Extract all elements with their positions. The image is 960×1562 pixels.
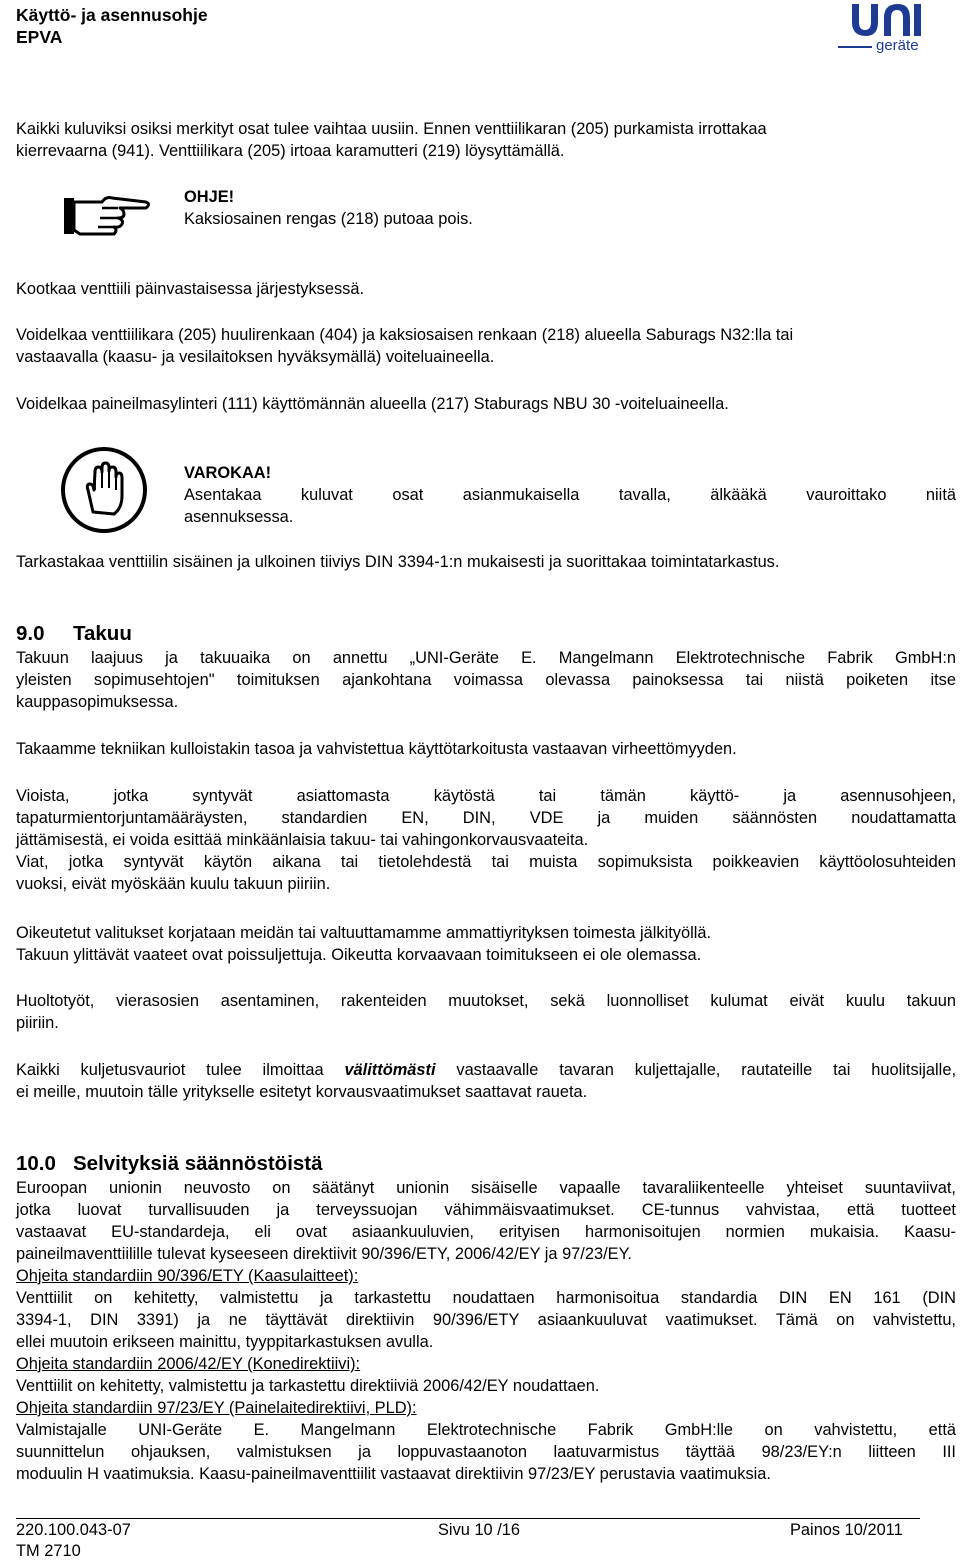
text-line: paineilmaventtiilille tulevat kyseeseen direktiivit 90/396/ETY, 2006/42/EY ja 97/23/EY. [16,1245,632,1263]
text-line: Voidelkaa venttiilikara (205) huulirenkaan (404) ja kaksiosaisen renkaan (218) alueella Saburags N32:lla tai [16,326,794,344]
document-title-line2: EPVA [16,27,63,47]
regulations-body [16,1177,956,1485]
machinery-directive-heading: Ohjeita standardiin 2006/42/EY (Konedirektiivi): [16,1355,361,1373]
footer-edition: Painos 10/2011 [790,1521,903,1539]
text-line: piiriin. [16,1014,59,1032]
footer-tm: TM 2710 [16,1542,81,1560]
text-fragment: vastaavalle tavaran kuljettajalle, rautateille tai huolitsijalle, [435,1061,956,1079]
warranty-scope-paragraph [16,647,956,713]
section-number: 9.0 [16,622,45,645]
text-line: moduulin H vaatimuksia. Kaasu-paineilmaventtiilit vastaavat direktiivin 97/23/EY perustavia vaatimuksia. [16,1465,771,1483]
uni-geraete-logo [838,4,928,68]
text-line: Viat, jotka syntyvät käytön aikana tai tietolehdestä tai muista sopimuksista poikkeavien käyttöolosuhteiden [16,853,956,871]
warranty-claims-paragraph [16,922,956,966]
text-line: Oikeutetut valitukset korjataan meidän tai valtuuttamamme ammattiyrityksen toimesta jälkityöllä. [16,924,712,942]
text-line: Valmistajalle UNI-Geräte E. Mangelmann Elektrotechnische Fabrik GmbH:lle on vahvistettu, että [16,1421,956,1439]
stop-hand-icon [60,446,148,534]
section-number: 10.0 [16,1152,56,1175]
paragraph-reassembly: Kootkaa venttiili päinvastaisessa järjestyksessä. [16,280,365,298]
paragraph-wear-parts [16,118,956,162]
text-line: Kaikki kuluviksi osiksi merkityt osat tulee vaihtaa uusiin. Ennen venttiilikaran (205) purkamista irrottakaa [16,120,767,138]
warning-title: VAROKAA! [184,464,272,482]
text-line: vastaavat EU-standardeja, eli ovat asiaankuuluvien, erityisen harmonisoitujen normien mukaisia. Kaasu- [16,1223,956,1241]
text-line: Venttiilit on kehitetty, valmistettu ja tarkastettu noudattaen harmonisoitua standardia DIN EN 161 (DIN [16,1289,956,1307]
text-line: kauppasopimuksessa. [16,693,179,711]
warranty-guarantee-paragraph: Takaamme tekniikan kulloistakin tasoa ja vahvistettua käyttötarkoitusta vastaavan virheettömyyden. [16,740,737,758]
paragraph-lubricate-stem [16,324,956,368]
footer-page-number: Sivu 10 /16 [438,1521,521,1539]
footer-left [16,1520,131,1562]
pointing-hand-icon [62,190,152,242]
paragraph-tightness-check: Tarkastakaa venttiilin sisäinen ja ulkoinen tiiviys DIN 3394-1:n mukaisesti ja suorittakaa toimintatarkastus. [16,553,780,571]
text-line: suunnittelun ohjauksen, valmistuksen ja loppuvastaanoton laatuvarmistus täyttää 98/23/EY:n liitteen III [16,1443,956,1461]
warning-text-line: asennuksessa. [184,508,294,526]
gas-appliances-heading: Ohjeita standardiin 90/396/ETY (Kaasulaitteet): [16,1267,359,1285]
warranty-maintenance-paragraph [16,990,956,1034]
text-line: Huoltotyöt, vierasosien asentaminen, rakenteiden muutokset, sekä luonnolliset kulumat eivät kuulu takuun [16,992,956,1010]
note-text: Kaksiosainen rengas (218) putoaa pois. [184,210,473,228]
text-line: vuoksi, eivät myöskään kuulu takuun piiriin. [16,875,331,893]
section-title: Takuu [73,622,132,645]
text-line: tapaturmientorjuntamääräysten, standardien EN, DIN, VDE ja muiden säännösten noudattamatta [16,809,956,827]
section-title: Selvityksiä säännöstöistä [73,1152,323,1175]
paragraph-lubricate-cylinder: Voidelkaa paineilmasylinteri (111) käyttömännän alueella (217) Staburags NBU 30 -voiteluaineella. [16,395,729,413]
text-line: ellei muutoin erikseen mainittu, tyyppitarkastuksen avulla. [16,1333,434,1351]
note-block [184,186,473,230]
pressure-equipment-heading: Ohjeita standardiin 97/23/EY (Painelaitedirektiivi, PLD): [16,1399,417,1417]
document-title-line1: Käyttö- ja asennusohje [16,5,208,25]
footer-doc-number: 220.100.043-07 [16,1521,131,1539]
text-line: yleisten sopimusehtojen" toimituksen ajankohtana voimassa olevassa painoksessa tai niistä poiketen itse [16,671,956,689]
warranty-exclusions-paragraph [16,785,956,895]
text-line: Euroopan unionin neuvosto on säätänyt unionin sisäiselle vapaalle tavaraliikenteelle yhteiset suuntaviivat, [16,1179,956,1197]
logo-subtext: geräte [876,37,919,54]
warning-text-line: Asentakaa kuluvat osat asianmukaisella tavalla, älkääkä vauroittako niitä [184,486,956,504]
warning-block [184,462,956,528]
text-line: kierrevaarna (941). Venttiilikara (205) irtoaa karamutteri (219) löysyttämällä. [16,142,565,160]
text-line: vastaavalla (kaasu- ja vesilaitoksen hyväksymällä) voiteluaineella. [16,348,495,366]
text-line: jättämisestä, ei voida esittää minkäänlaisia takuu- tai vahingonkorvausvaateita. [16,831,589,849]
emphasis-immediately: välittömästi [344,1061,436,1079]
note-title: OHJE! [184,188,235,206]
logo-graphic [838,4,928,68]
text-line: 3394-1, DIN 3391) ja ne täyttävät direktiivin 90/396/ETY asiaankuuluvat vaatimukset. Tämä on vahvistettu, [16,1311,956,1329]
text-line [16,1059,956,1081]
text-line: ei meille, muutoin tälle yritykselle esitetyt korvausvaatimukset saattavat raueta. [16,1083,588,1101]
text-line: Takuun laajuus ja takuuaika on annettu „UNI-Geräte E. Mangelmann Elektrotechnische Fabrik GmbH:n [16,649,956,667]
section-10-heading [16,1152,323,1176]
section-9-heading [16,622,132,646]
footer-divider [16,1518,920,1519]
text-fragment: Kaikki kuljetusvauriot tulee ilmoittaa [16,1061,345,1079]
text-line: Takuun ylittävät vaateet ovat poissuljettuja. Oikeutta korvaavaan toimitukseen ei ole olemassa. [16,946,702,964]
warranty-transport-paragraph [16,1059,956,1103]
document-title [16,4,208,48]
text-line: Venttiilit on kehitetty, valmistettu ja tarkastettu direktiiviä 2006/42/EY noudattaen. [16,1377,600,1395]
text-line: jotka luovat turvallisuuden ja terveyssuojan vähimmäisvaatimukset. CE-tunnus vahvistaa, että tuotteet [16,1201,956,1219]
text-line: Vioista, jotka syntyvät asiattomasta käytöstä tai tämän käyttö- ja asennusohjeen, [16,787,956,805]
